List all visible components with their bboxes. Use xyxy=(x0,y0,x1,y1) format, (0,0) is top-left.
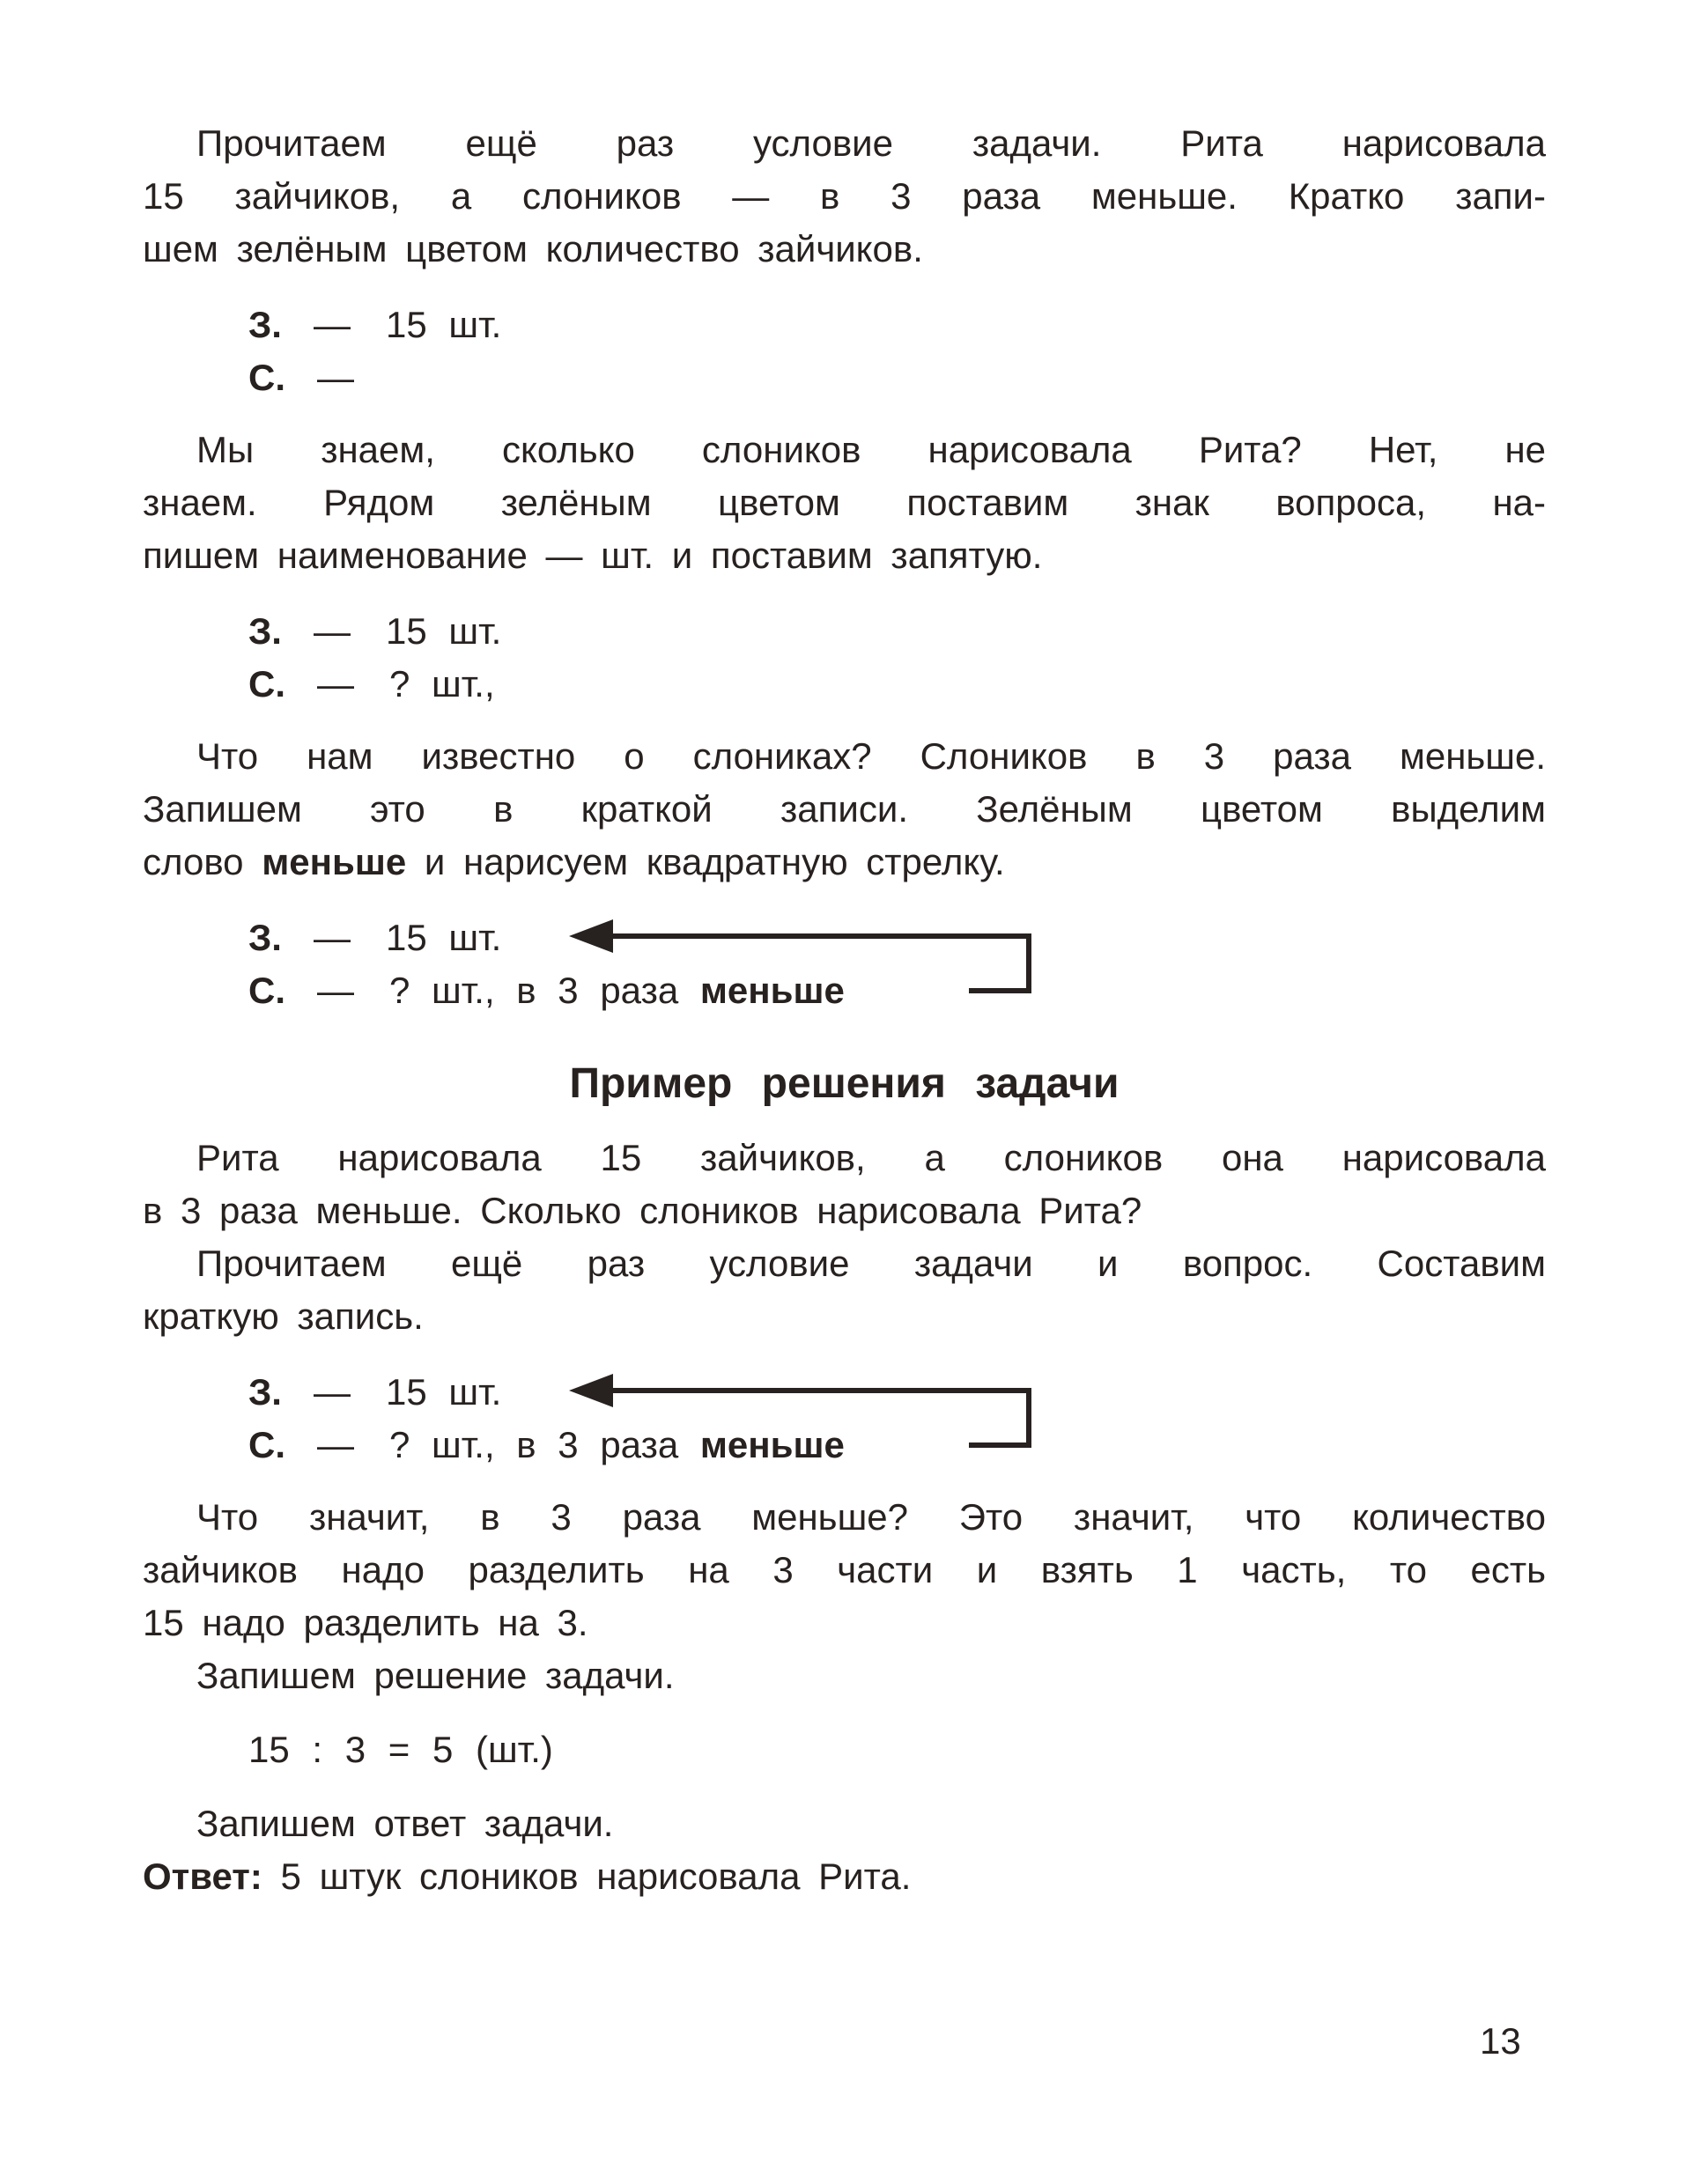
section-heading: Пример решения задачи xyxy=(569,1060,1120,1107)
emphasis-less: меньше xyxy=(262,841,407,882)
short-record-block-3 xyxy=(248,911,1546,1017)
text-line: Рита нарисовала 15 зайчиков, а слоников она нарисовала xyxy=(196,1137,1546,1178)
dash: — xyxy=(317,357,354,398)
z-value: 15 шт. xyxy=(385,610,502,652)
record-line-elephants xyxy=(248,658,1546,711)
z-label: З. xyxy=(248,610,282,652)
s-value: ? шт., в 3 раза меньше xyxy=(389,970,845,1011)
dash: — xyxy=(313,1371,351,1413)
text-line: Запишем это в краткой записи. Зелёным цветом выделим xyxy=(143,788,1546,830)
short-record-block-1 xyxy=(248,299,1546,404)
text-line: 15 надо разделить на 3. xyxy=(143,1602,588,1643)
solution-equation: 15 : 3 = 5 (шт.) xyxy=(248,1729,553,1770)
paragraph-write-answer xyxy=(143,1797,1546,1850)
z-label: З. xyxy=(248,1371,282,1413)
text-line: шем зелёным цветом количество зайчиков. xyxy=(143,228,923,269)
z-value: 15 шт. xyxy=(385,917,502,958)
answer-text: 5 штук слоников нарисовала Рита. xyxy=(262,1856,912,1897)
answer-label: Ответ: xyxy=(143,1856,262,1897)
paragraph-what-does-it-mean xyxy=(143,1491,1546,1649)
paragraph-do-we-know xyxy=(143,424,1546,582)
dash: — xyxy=(317,1424,354,1465)
text-line: 15 зайчиков, а слоников — в 3 раза меньше. Кратко запи- xyxy=(143,175,1546,217)
text-line: Запишем ответ задачи. xyxy=(196,1803,614,1844)
s-label: С. xyxy=(248,357,285,398)
text-line: слово меньше и нарисуем квадратную стрелку. xyxy=(143,841,1005,882)
text-line: Что нам известно о слониках? Слоников в 3 раза меньше. xyxy=(196,735,1546,777)
dash: — xyxy=(317,663,354,705)
text-line: краткую запись. xyxy=(143,1295,424,1337)
dash: — xyxy=(313,304,351,345)
short-record-block-2 xyxy=(248,605,1546,711)
paragraph-read-again xyxy=(143,117,1546,276)
s-label: С. xyxy=(248,1424,285,1465)
text-line: Что значит, в 3 раза меньше? Это значит, что количество xyxy=(196,1496,1546,1538)
emphasis-less: меньше xyxy=(699,1424,845,1465)
text-line: пишем наименование — шт. и поставим запятую. xyxy=(143,535,1043,576)
emphasis-less: меньше xyxy=(699,970,845,1011)
paragraph-write-solution xyxy=(143,1649,1546,1702)
z-value: 15 шт. xyxy=(385,1371,502,1413)
record-line-elephants xyxy=(248,351,1546,404)
text-line: зайчиков надо разделить на 3 части и взять 1 часть, то есть xyxy=(143,1549,1546,1590)
paragraph-answer xyxy=(143,1850,1546,1903)
paragraph-read-condition xyxy=(143,1237,1546,1343)
text-line: Мы знаем, сколько слоников нарисовала Рита? Нет, не xyxy=(196,429,1546,470)
s-value: ? шт., xyxy=(389,663,495,705)
text-line: Прочитаем ещё раз условие задачи и вопрос. Составим xyxy=(196,1243,1546,1284)
short-record-block-4 xyxy=(248,1366,1546,1472)
text-line: Прочитаем ещё раз условие задачи. Рита нарисовала xyxy=(196,122,1546,164)
s-value: ? шт., в 3 раза меньше xyxy=(389,1424,845,1465)
dash: — xyxy=(313,917,351,958)
s-label: С. xyxy=(248,663,285,705)
dash: — xyxy=(313,610,351,652)
record-line-hares xyxy=(248,605,1546,658)
text-line: знаем. Рядом зелёным цветом поставим знак вопроса, на- xyxy=(143,482,1546,523)
square-arrow xyxy=(565,915,1041,1003)
z-label: З. xyxy=(248,304,282,345)
text-line: Запишем решение задачи. xyxy=(196,1655,675,1696)
page-number: 13 xyxy=(1480,2020,1521,2062)
z-label: З. xyxy=(248,917,282,958)
s-label: С. xyxy=(248,970,285,1011)
record-line-hares xyxy=(248,299,1546,351)
answer-line xyxy=(143,1850,1546,1903)
page-content xyxy=(143,117,1546,1903)
square-arrow xyxy=(565,1369,1041,1457)
text-line: в 3 раза меньше. Сколько слоников нарисовала Рита? xyxy=(143,1190,1142,1231)
paragraph-what-known xyxy=(143,730,1546,889)
z-value: 15 шт. xyxy=(385,304,502,345)
dash: — xyxy=(317,970,354,1011)
paragraph-problem-statement xyxy=(143,1132,1546,1237)
